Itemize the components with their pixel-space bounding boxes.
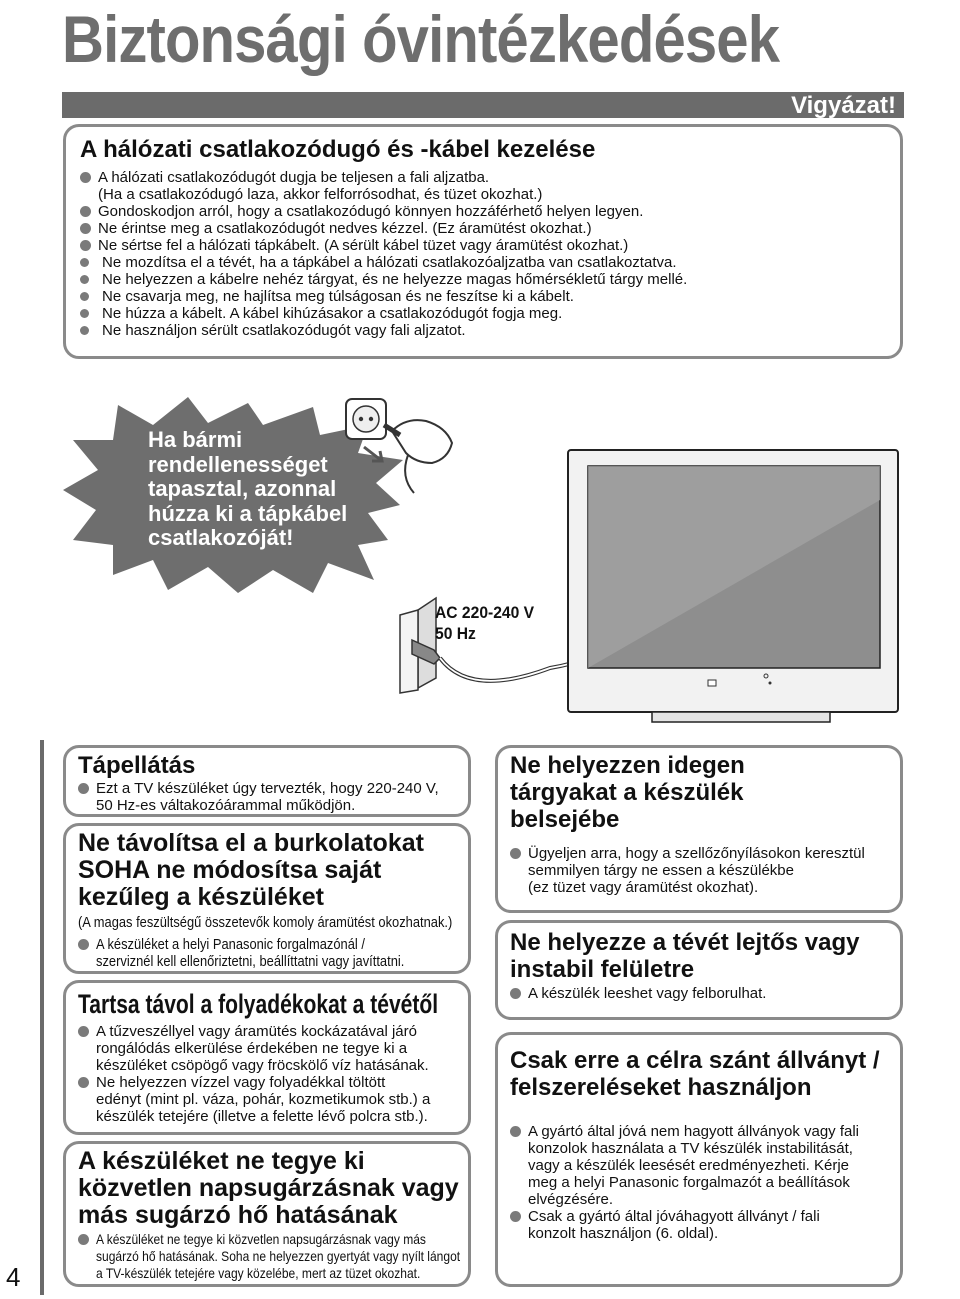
unstable-surface-title-line: instabil felületre [510,956,695,983]
list-item [510,1208,900,1225]
list-item [80,322,900,339]
list-item-text: sugárzó hő hatásának. Soha ne helyezzen gyertyát vagy nyílt lángot [96,1248,461,1264]
warning-line: Ha bármi [148,427,243,452]
list-item-text: Ne sértse fel a hálózati tápkábelt. (A sérült kábel tüzet vagy áramütést okozhat.) [98,237,629,254]
page-side-bar [40,740,44,1295]
stand-title-line: Csak erre a célra szánt állványt / [510,1047,880,1074]
stand-title-line: felszereléseket használjon [510,1074,812,1101]
stand-title [510,1047,900,1101]
covers-title-line: SOHA ne módosítsa saját [78,856,382,884]
list-item-continuation [78,953,468,970]
list-item-text: A gyártó által jóvá nem hagyott állványok vagy fali [528,1123,860,1140]
foreign-objects-title [510,752,900,833]
list-item-text: szerviznél kell ellenőriztetni, beállíttatni vagy javíttatni. [96,953,405,970]
mains-plug-box [63,124,903,359]
page-number: 4 [6,1262,21,1292]
sunlight-box [63,1141,471,1287]
caution-banner-label: Vigyázat! [791,92,896,119]
power-supply-title: Tápellátás [78,752,196,779]
warning-text [148,428,347,551]
caution-banner [62,92,904,118]
sunlight-title [78,1148,468,1229]
list-item-text: Ne helyezzen a kábelre nehéz tárgyat, és ne helyezze magas hőmérsékletű tárgy mellé. [102,271,688,288]
list-item-text: Csak a gyártó által jóváhagyott állványt / fali [528,1208,820,1225]
warning-line: tapasztal, azonnal [148,476,337,501]
foreign-objects-box [495,745,903,913]
stand-box [495,1032,903,1287]
list-item-text: Ne érintse meg a csatlakozódugót nedves kézzel. (Ez áramütést okozhat.) [98,220,592,237]
unstable-surface-title-line: Ne helyezze a tévét lejtős vagy [510,929,860,956]
list-item [80,271,900,288]
list-item [80,169,900,186]
sunlight-title-line: más sugárzó hő hatásának [78,1201,398,1229]
unstable-surface-title [510,929,900,983]
list-item-continuation: (Ha a csatlakozódugó laza, akkor felforrósodhat, és tüzet okozhat.) [98,186,543,203]
list-item-text: Ne csavarja meg, ne hajlítsa meg túlságosan és ne feszítse ki a kábelt. [102,288,574,305]
list-item [80,288,900,305]
list-item-continuation: meg a helyi Panasonic forgalmazót a beállítások [528,1174,850,1191]
list-item [510,1123,900,1140]
list-item [78,936,468,953]
list-item [510,845,900,862]
list-item [78,1074,468,1091]
list-item-text: Ezt a TV készüléket úgy tervezték, hogy 220-240 V, [96,780,439,797]
ac-frequency: 50 Hz [435,624,476,643]
list-item [80,254,900,271]
foreign-objects-title-line: tárgyakat a készülék [510,779,744,806]
tv-illustration [390,440,910,730]
list-item [78,780,468,797]
list-item-continuation: készüléket csöpögő vagy fröcskölő víz hatásának. [96,1057,429,1074]
ac-voltage: AC 220-240 V [435,603,535,622]
list-item-continuation: (ez tüzet vagy áramütést okozhat). [528,879,759,896]
list-item-continuation: rongálódás elkerülése érdekében ne tegye ki a [96,1040,408,1057]
unstable-surface-box [495,920,903,1020]
list-item-continuation [78,1248,468,1265]
list-item-text: Ne húzza a kábelt. A kábel kihúzásakor a csatlakozódugót fogja meg. [102,305,563,322]
list-item-text: Ne mozdítsa el a tévét, ha a tápkábel a hálózati csatlakozóaljzatba van csatlakoztatva. [102,254,677,271]
covers-title [78,830,468,911]
list-item [80,305,900,322]
list-item-continuation: elvégzésére. [528,1191,614,1208]
warning-line: rendellenességet [148,451,328,477]
list-item-continuation: konzolok használata a TV készülék instabilitását, [528,1140,853,1157]
liquids-title: Tartsa távol a folyadékokat a tévétől [78,989,439,1019]
covers-box [63,823,471,974]
list-item [80,220,900,237]
list-item-continuation: konzolt használjon (6. oldal). [528,1225,719,1242]
list-item-text: Gondoskodjon arról, hogy a csatlakozódugó könnyen hozzáférhető helyen legyen. [98,203,644,220]
liquids-box [63,980,471,1135]
list-item [80,237,900,254]
ac-label [435,602,534,644]
list-item-text: A készüléket a helyi Panasonic forgalmazónál / [96,936,365,953]
list-item [80,203,900,220]
list-item-text: Ne használjon sérült csatlakozódugót vagy fali aljzatot. [102,322,466,339]
list-item-text: a TV-készülék tetejére vagy közelébe, mert az tüzet okozhat. [96,1265,421,1281]
list-item-text: Ügyeljen arra, hogy a szellőzőnyílásokon keresztül [528,845,865,862]
mains-plug-title: A hálózati csatlakozódugó és -kábel kezelése [80,136,596,163]
list-item [510,985,900,1002]
list-item [78,1023,468,1040]
warning-line: húzza ki a tápkábel [148,500,348,526]
list-item-continuation [78,1265,468,1282]
list-item-text: A készülék leeshet vagy felborulhat. [528,985,767,1002]
list-item-continuation: edényt (mint pl. váza, pohár, kozmetikumok stb.) a [96,1091,431,1108]
warning-line: csatlakozóját! [148,525,294,550]
sunlight-title-line: közvetlen napsugárzásnak vagy [78,1174,459,1202]
covers-note: (A magas feszültségű összetevők komoly áramütést okozhatnak.) [78,914,453,931]
list-item-continuation: készülék tetejére (illetve a felette lévő polcra stb.). [96,1108,428,1125]
list-item-continuation: vagy a készülék leesését eredményezheti. Kérje [528,1157,850,1174]
sunlight-title-line: A készüléket ne tegye ki [78,1147,365,1175]
foreign-objects-title-line: belsejébe [510,806,620,833]
page-title: Biztonsági óvintézkedések [62,2,780,76]
list-item-text: Ne helyezzen vízzel vagy folyadékkal töltött [96,1074,386,1091]
list-item-text: A hálózati csatlakozódugót dugja be teljesen a fali aljzatba. [98,169,490,186]
list-item [78,1231,468,1248]
covers-title-line: Ne távolítsa el a burkolatokat [78,829,424,857]
foreign-objects-title-line: Ne helyezzen idegen [510,752,745,779]
list-item-continuation: 50 Hz-es váltakozóárammal működjön. [96,797,356,814]
list-item-text: A készüléket ne tegye ki közvetlen napsugárzásnak vagy más [96,1231,426,1247]
power-supply-box [63,745,471,817]
covers-title-line: kezűleg a készüléket [78,883,324,911]
list-item-text: A tűzveszéllyel vagy áramütés kockázatával járó [96,1023,417,1040]
list-item-continuation: semmilyen tárgy ne essen a készülékbe [528,862,794,879]
